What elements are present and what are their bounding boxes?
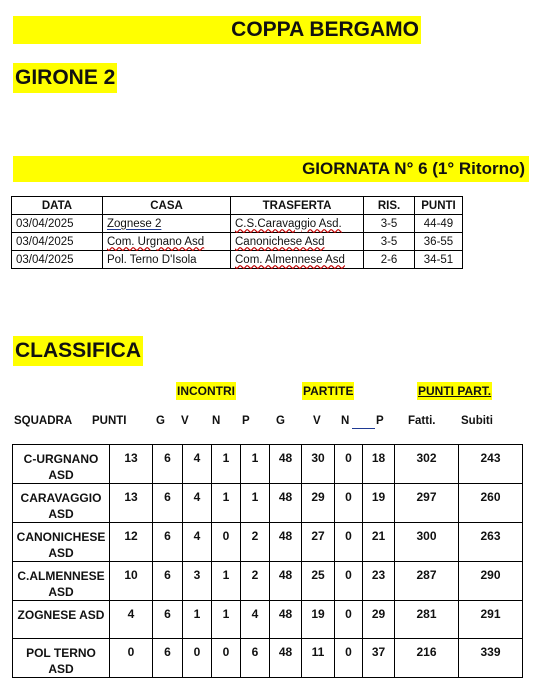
team-name: POL TERNO ASD: [13, 639, 110, 678]
punti-fatti: 302: [395, 445, 459, 484]
incontri-p: 6: [241, 639, 270, 678]
incontri-p: 1: [241, 445, 270, 484]
team-points: 4: [110, 601, 153, 639]
col-n-incontri: N: [212, 415, 221, 427]
match-result: 3-5: [364, 233, 415, 251]
match-row: [12, 233, 463, 251]
team-name: CARAVAGGIO ASD: [13, 484, 110, 523]
incontri-g: 6: [153, 639, 183, 678]
classifica-heading: CLASSIFICA: [13, 336, 143, 366]
incontri-n: 0: [212, 523, 241, 562]
incontri-v: 4: [183, 484, 212, 523]
punti-fatti: 216: [395, 639, 459, 678]
punti-subiti: 291: [459, 601, 523, 639]
match-points: 36-55: [415, 233, 463, 251]
partite-p: 37: [363, 639, 395, 678]
partite-v: 19: [302, 601, 335, 639]
partite-n: 0: [335, 639, 363, 678]
col-punti: PUNTI: [92, 415, 127, 427]
partite-p: 23: [363, 562, 395, 601]
group-incontri: INCONTRI: [177, 384, 235, 398]
team-points: 10: [110, 562, 153, 601]
standings-row: [13, 562, 523, 601]
match-result: 2-6: [364, 251, 415, 269]
punti-subiti: 243: [459, 445, 523, 484]
match-home: Pol. Terno D'Isola: [103, 251, 231, 269]
col-squadra: SQUADRA: [14, 415, 73, 427]
standings-row: [13, 445, 523, 484]
partite-v: 11: [302, 639, 335, 678]
team-name: C.ALMENNESE ASD: [13, 562, 110, 601]
team-points: 13: [110, 484, 153, 523]
col-v-incontri: V: [181, 415, 189, 427]
punti-fatti: 297: [395, 484, 459, 523]
partite-v: 25: [302, 562, 335, 601]
matches-header-row: [12, 197, 463, 215]
match-date: 03/04/2025: [12, 233, 103, 251]
header-data: DATA: [12, 197, 103, 215]
team-name: C-URGNANO ASD: [13, 445, 110, 484]
punti-subiti: 263: [459, 523, 523, 562]
punti-subiti: 290: [459, 562, 523, 601]
incontri-p: 2: [241, 562, 270, 601]
col-p-incontri: P: [242, 415, 250, 427]
match-result: 3-5: [364, 215, 415, 233]
incontri-g: 6: [153, 484, 183, 523]
partite-v: 30: [302, 445, 335, 484]
incontri-v: 3: [183, 562, 212, 601]
match-points: 44-49: [415, 215, 463, 233]
group-partite: PARTITE: [303, 384, 354, 398]
team-name: ZOGNESE ASD: [13, 601, 110, 639]
partite-g: 48: [270, 639, 302, 678]
col-g-partite: G: [276, 415, 285, 427]
partite-n: 0: [335, 523, 363, 562]
partite-v: 29: [302, 484, 335, 523]
punti-fatti: 281: [395, 601, 459, 639]
partite-n: 0: [335, 562, 363, 601]
partite-p: 19: [363, 484, 395, 523]
incontri-g: 6: [153, 523, 183, 562]
partite-g: 48: [270, 562, 302, 601]
incontri-p: 2: [241, 523, 270, 562]
incontri-n: 1: [212, 601, 241, 639]
header-casa: CASA: [103, 197, 231, 215]
incontri-p: 4: [241, 601, 270, 639]
standings-table: [12, 444, 523, 678]
incontri-v: 0: [183, 639, 212, 678]
incontri-v: 4: [183, 445, 212, 484]
match-away: Canonichese Asd: [231, 233, 364, 251]
incontri-g: 6: [153, 562, 183, 601]
incontri-p: 1: [241, 484, 270, 523]
partite-g: 48: [270, 445, 302, 484]
col-n-partite: N: [341, 415, 350, 427]
punti-subiti: 260: [459, 484, 523, 523]
team-points: 12: [110, 523, 153, 562]
partite-p: 29: [363, 601, 395, 639]
girone-heading: GIRONE 2: [13, 63, 117, 93]
match-date: 03/04/2025: [12, 215, 103, 233]
partite-g: 48: [270, 601, 302, 639]
partite-v: 27: [302, 523, 335, 562]
giornata-banner: [13, 156, 529, 182]
partite-n: 0: [335, 445, 363, 484]
punti-fatti: 300: [395, 523, 459, 562]
header-underline: [352, 428, 375, 429]
match-row: [12, 251, 463, 269]
match-home: Zognese 2: [103, 215, 231, 233]
incontri-v: 4: [183, 523, 212, 562]
match-row: [12, 215, 463, 233]
group-punti-part: PUNTI PART.: [418, 384, 492, 398]
match-away: C.S.Caravaggio Asd.: [231, 215, 364, 233]
standings-row: [13, 523, 523, 562]
team-name: CANONICHESE ASD: [13, 523, 110, 562]
header-ris: RIS.: [364, 197, 415, 215]
incontri-v: 1: [183, 601, 212, 639]
match-home: Com. Urgnano Asd: [103, 233, 231, 251]
giornata-heading: GIORNATA N° 6 (1° Ritorno): [302, 159, 525, 178]
partite-n: 0: [335, 601, 363, 639]
page-title: COPPA BERGAMO: [231, 18, 419, 41]
punti-fatti: 287: [395, 562, 459, 601]
punti-subiti: 339: [459, 639, 523, 678]
matches-table: [11, 196, 463, 269]
incontri-n: 1: [212, 484, 241, 523]
title-banner: [13, 16, 421, 44]
partite-g: 48: [270, 523, 302, 562]
col-v-partite: V: [313, 415, 321, 427]
standings-row: [13, 639, 523, 678]
match-points: 34-51: [415, 251, 463, 269]
col-subiti: Subiti: [461, 415, 493, 427]
incontri-n: 1: [212, 562, 241, 601]
col-g-incontri: G: [156, 415, 165, 427]
header-punti: PUNTI: [415, 197, 463, 215]
partite-g: 48: [270, 484, 302, 523]
incontri-g: 6: [153, 601, 183, 639]
team-points: 13: [110, 445, 153, 484]
col-fatti: Fatti.: [408, 415, 436, 427]
incontri-g: 6: [153, 445, 183, 484]
partite-n: 0: [335, 484, 363, 523]
partite-p: 21: [363, 523, 395, 562]
team-points: 0: [110, 639, 153, 678]
incontri-n: 0: [212, 639, 241, 678]
col-p-partite: P: [376, 415, 384, 427]
standings-row: [13, 484, 523, 523]
standings-row: [13, 601, 523, 639]
header-trasferta: TRASFERTA: [231, 197, 364, 215]
partite-p: 18: [363, 445, 395, 484]
incontri-n: 1: [212, 445, 241, 484]
match-away: Com. Almennese Asd: [231, 251, 364, 269]
match-date: 03/04/2025: [12, 251, 103, 269]
